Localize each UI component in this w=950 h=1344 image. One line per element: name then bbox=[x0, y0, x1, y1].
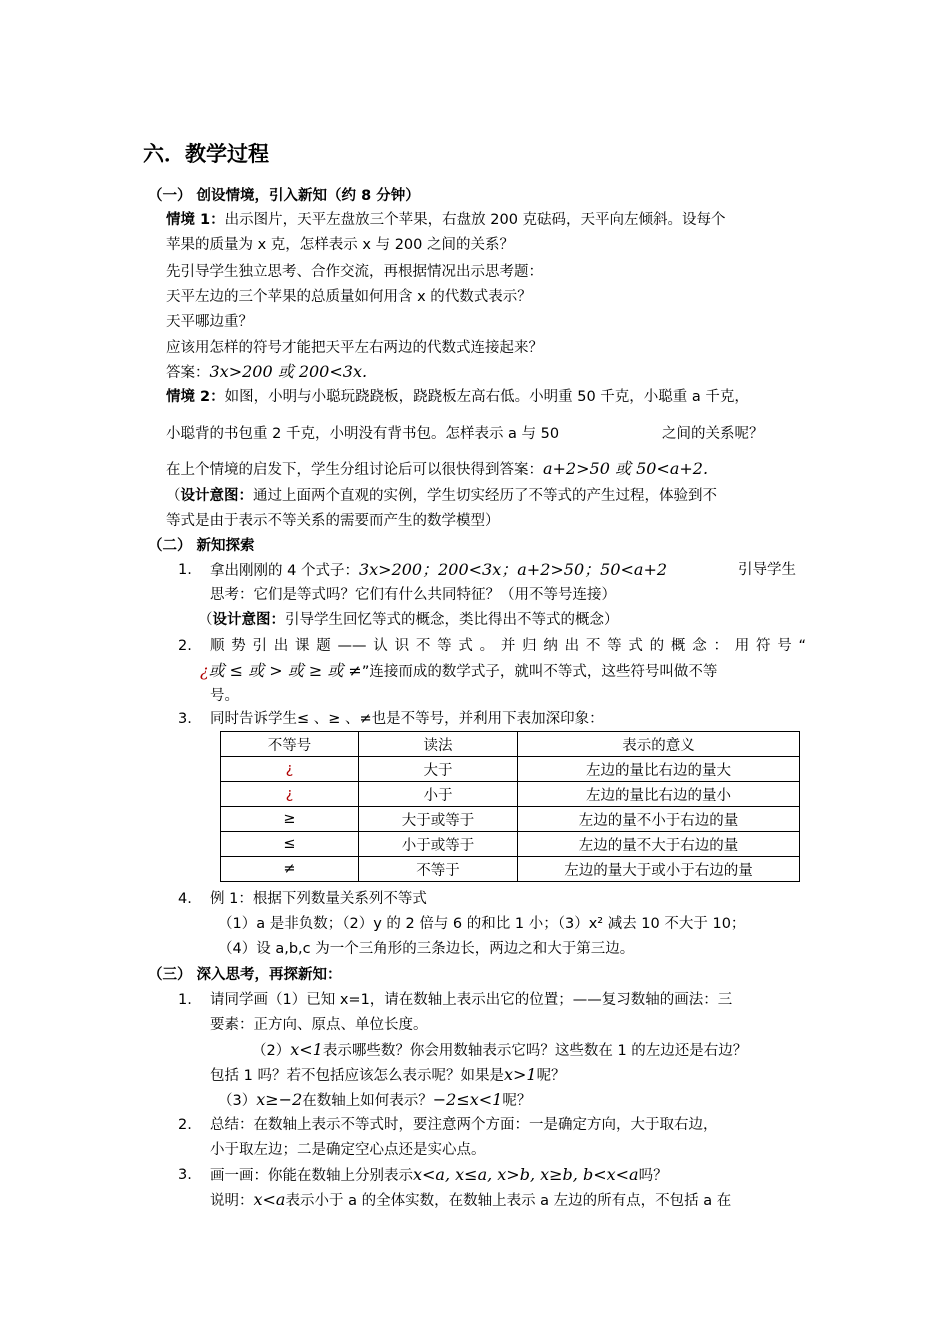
table-cell: 小于或等于 bbox=[359, 832, 518, 857]
table-cell: 左边的量比右边的量小 bbox=[518, 782, 800, 807]
item-1-line-2: 思考：它们是等式吗？它们有什么共同特征？（用不等号连接） bbox=[210, 587, 616, 603]
draw-item-line-3 bbox=[252, 1040, 747, 1061]
formula: x<a, x≤a, x>b, x≥b, b<x<a bbox=[413, 1165, 639, 1184]
practice-line-1 bbox=[210, 1165, 668, 1186]
text: 吗？ bbox=[638, 1168, 668, 1184]
table-cell: ¿ bbox=[221, 782, 359, 807]
scenario-1-line-1 bbox=[166, 210, 726, 230]
design-intent-1-line-2: 等式是由于表示不等关系的需要而产生的数学模型） bbox=[166, 513, 500, 529]
table-cell: ≤ bbox=[221, 832, 359, 857]
formula: x<a bbox=[253, 1190, 286, 1209]
scenario-2-text: 如图，小明与小聪玩跷跷板，跷跷板左高右低。小明重 50 千克，小聪重 a 千克， bbox=[224, 389, 749, 405]
draw-item-line-2: 要素：正方向、原点、单位长度。 bbox=[210, 1017, 428, 1033]
table-cell: 小于 bbox=[359, 782, 518, 807]
item-number: 3. bbox=[178, 1167, 192, 1183]
formula: x<1 bbox=[290, 1040, 323, 1059]
draw-item-line-4 bbox=[210, 1065, 566, 1086]
design-intent-label: 设计意图： bbox=[180, 488, 253, 504]
summary-line-1: 总结：在数轴上表示不等式时，要注意两个方面：一是确定方向，大于取右边， bbox=[210, 1117, 718, 1133]
table-row bbox=[221, 832, 800, 857]
symbol-glyph: ¿ bbox=[200, 661, 209, 680]
item-number: 1. bbox=[178, 562, 192, 578]
scenario-2-line-2a: 小聪背的书包重 2 千克，小明没有背书包。怎样表示 a 与 50 bbox=[166, 426, 560, 442]
table-cell: 大于 bbox=[359, 757, 518, 782]
scenario-1-line-2: 苹果的质量为 x 克，怎样表示 x 与 200 之间的关系？ bbox=[166, 237, 514, 253]
table-cell: 左边的量大于或小于右边的量 bbox=[518, 857, 800, 882]
table-cell: 不等于 bbox=[359, 857, 518, 882]
paren-open: （ bbox=[198, 612, 213, 628]
question-3: 应该用怎样的符号才能把天平左右两边的代数式连接起来？ bbox=[166, 340, 543, 356]
table-cell: 大于或等于 bbox=[359, 807, 518, 832]
question-1: 天平左边的三个苹果的总质量如何用含 x 的代数式表示？ bbox=[166, 289, 532, 305]
draw-item-line-5 bbox=[218, 1090, 531, 1111]
item-number: 4. bbox=[178, 891, 192, 907]
item-1-formulas: 3x>200；200<3x；a+2>50；50<a+2 bbox=[358, 560, 668, 579]
practice-line-2 bbox=[210, 1190, 731, 1211]
table-row bbox=[221, 807, 800, 832]
table-header: 表示的意义 bbox=[518, 732, 800, 757]
design-intent-label: 设计意图： bbox=[212, 612, 285, 628]
table-cell: ≠ bbox=[221, 857, 359, 882]
table-header: 不等号 bbox=[221, 732, 359, 757]
item-number: 2. bbox=[178, 1117, 192, 1133]
scenario-2-line-2b: 之间的关系呢？ bbox=[662, 426, 764, 442]
draw-item-line-1: 请同学画（1）已知 x=1，请在数轴上表示出它的位置；——复习数轴的画法：三 bbox=[210, 992, 733, 1008]
inspiration-text: 在上个情境的启发下，学生分组讨论后可以很快得到答案： bbox=[166, 462, 543, 478]
design-intent-2 bbox=[198, 610, 619, 630]
answer-1 bbox=[166, 362, 367, 383]
scenario-1-label: 情境 1： bbox=[166, 212, 225, 228]
formula: x≥−2 bbox=[256, 1090, 303, 1109]
item-1-tail: 引导学生 bbox=[738, 562, 796, 578]
question-2: 天平哪边重？ bbox=[166, 314, 253, 330]
section-2-title: （二） 新知探索 bbox=[148, 538, 255, 554]
item-2-text: ”连接而成的数学式子，就叫不等式，这些符号叫做不等 bbox=[361, 664, 718, 680]
design-intent-text: 引导学生回忆等式的概念，类比得出不等式的概念） bbox=[285, 612, 619, 628]
example-1-line-2: （1）a 是非负数；（2）y 的 2 倍与 6 的和比 1 小；（3）x² 减去 10 不大于 10； bbox=[218, 916, 746, 932]
section-3-title: （三） 深入思考，再探新知： bbox=[148, 967, 342, 983]
design-intent-text: 通过上面两个直观的实例，学生切实经历了不等式的产生过程，体验到不 bbox=[253, 488, 717, 504]
table-cell: 左边的量不大于右边的量 bbox=[518, 832, 800, 857]
table-header: 读法 bbox=[359, 732, 518, 757]
text: 表示小于 a 的全体实数，在数轴上表示 a 左边的所有点，不包括 a 在 bbox=[285, 1193, 732, 1209]
item-number: 3. bbox=[178, 711, 192, 727]
symbol-list: 或 ≤ 或 > 或 ≥ 或 ≠ bbox=[208, 661, 362, 680]
table-cell: ≥ bbox=[221, 807, 359, 832]
item-3-text: 同时告诉学生≤ 、≥ 、≠也是不等号，并利用下表加深印象： bbox=[210, 711, 604, 727]
table-cell: 左边的量比右边的量大 bbox=[518, 757, 800, 782]
paren-open: （ bbox=[166, 488, 181, 504]
design-intent-1 bbox=[166, 486, 717, 506]
part-label: （3） bbox=[218, 1093, 257, 1109]
table-cell: 左边的量不小于右边的量 bbox=[518, 807, 800, 832]
answer-formula: 3x>200 或 200<3x. bbox=[209, 362, 368, 381]
example-1-line-3: （4）设 a,b,c 为一个三角形的三条边长，两边之和大于第三边。 bbox=[218, 941, 635, 957]
item-1-line-1 bbox=[210, 560, 667, 581]
scenario-2-label: 情境 2： bbox=[166, 389, 225, 405]
item-number: 1. bbox=[178, 992, 192, 1008]
table-row bbox=[221, 782, 800, 807]
page-title: 六．教学过程 bbox=[143, 142, 269, 166]
text: 说明： bbox=[210, 1193, 254, 1209]
text: 画一画：你能在数轴上分别表示 bbox=[210, 1168, 413, 1184]
inspiration-formula: a+2>50 或 50<a+2. bbox=[543, 459, 709, 478]
scenario-1-text: 出示图片，天平左盘放三个苹果，右盘放 200 克砝码，天平向左倾斜。设每个 bbox=[224, 212, 726, 228]
text: 呢？ bbox=[536, 1068, 566, 1084]
inspiration-line bbox=[166, 459, 708, 480]
item-1-text: 拿出刚刚的 4 个式子： bbox=[210, 563, 359, 579]
inequality-table bbox=[220, 731, 800, 882]
formula: −2≤x<1 bbox=[432, 1090, 503, 1109]
part-label: （2） bbox=[252, 1043, 291, 1059]
text: 包括 1 吗？若不包括应该怎么表示呢？如果是 bbox=[210, 1068, 504, 1084]
scenario-2-line-1 bbox=[166, 387, 749, 407]
table-cell: ¿ bbox=[221, 757, 359, 782]
item-2-line-2 bbox=[200, 661, 717, 682]
item-2-line-1: 顺势引出课题——认识不等式。并归纳出不等式的概念：用符号“ bbox=[210, 638, 806, 654]
answer-label: 答案： bbox=[166, 365, 210, 381]
text: 在数轴上如何表示？ bbox=[302, 1093, 433, 1109]
item-number: 2. bbox=[178, 638, 192, 654]
formula: x>1 bbox=[503, 1065, 537, 1084]
text: 表示哪些数？你会用数轴表示它吗？这些数在 1 的左边还是右边？ bbox=[322, 1043, 748, 1059]
summary-line-2: 小于取左边；二是确定空心点还是实心点。 bbox=[210, 1142, 486, 1158]
text: 呢？ bbox=[502, 1093, 532, 1109]
item-2-line-3: 号。 bbox=[210, 688, 239, 704]
table-row bbox=[221, 857, 800, 882]
table-header-row bbox=[221, 732, 800, 757]
guide-text: 先引导学生独立思考、合作交流，再根据情况出示思考题： bbox=[166, 264, 543, 280]
table-row bbox=[221, 757, 800, 782]
example-1-title: 例 1：根据下列数量关系列不等式 bbox=[210, 891, 427, 907]
section-1-title: （一） 创设情境，引入新知（约 8 分钟） bbox=[148, 188, 420, 204]
